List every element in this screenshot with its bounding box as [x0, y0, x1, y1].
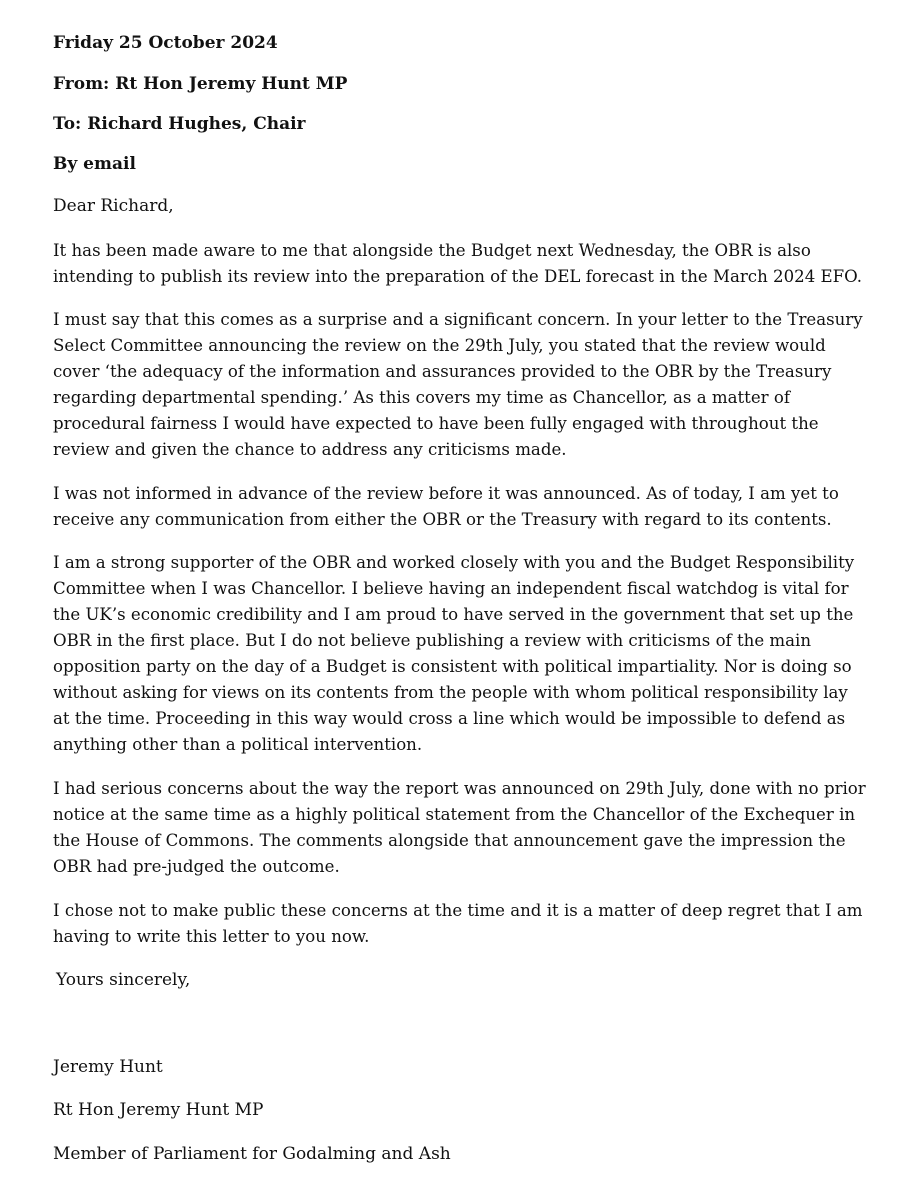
paragraph-line: the House of Commons. The comments alongside that announcement gave the impression the [53, 831, 846, 850]
letter-delivery-method: By email [53, 154, 136, 174]
paragraph-line: procedural fairness I would have expected to have been fully engaged with throughout the [53, 414, 819, 433]
paragraph-line: It has been made aware to me that alongside the Budget next Wednesday, the OBR is also [53, 241, 811, 260]
paragraph-line: at the time. Proceeding in this way would cross a line which would be impossible to defend as [53, 709, 846, 728]
signature-title: Rt Hon Jeremy Hunt MP [53, 1100, 264, 1120]
signature-name: Jeremy Hunt [53, 1057, 163, 1077]
paragraph-3 [53, 481, 873, 533]
paragraph-line: I was not informed in advance of the review before it was announced. As of today, I am yet to [53, 484, 839, 503]
paragraph-line: Committee when I was Chancellor. I believe having an independent fiscal watchdog is vital for [53, 579, 849, 598]
paragraph-line: OBR in the first place. But I do not believe publishing a review with criticisms of the main [53, 631, 812, 650]
paragraph-line: Select Committee announcing the review on the 29th July, you stated that the review would [53, 336, 826, 355]
paragraph-line: opposition party on the day of a Budget is consistent with political impartiality. Nor is doing so [53, 657, 852, 676]
paragraph-1 [53, 238, 873, 290]
paragraph-line: I must say that this comes as a surprise and a significant concern. In your letter to the Treasury [53, 310, 863, 329]
paragraph-4 [53, 550, 873, 758]
paragraph-2 [53, 307, 873, 463]
letter-from: From: Rt Hon Jeremy Hunt MP [53, 74, 348, 94]
signature-role: Member of Parliament for Godalming and Ash [53, 1144, 451, 1164]
paragraph-line: I chose not to make public these concerns at the time and it is a matter of deep regret that I am [53, 901, 863, 920]
paragraph-line: I am a strong supporter of the OBR and worked closely with you and the Budget Responsibility [53, 553, 855, 572]
closing-phrase: Yours sincerely, [56, 970, 191, 990]
paragraph-line: without asking for views on its contents from the people with whom political responsibility lay [53, 683, 848, 702]
paragraph-line: having to write this letter to you now. [53, 927, 370, 946]
paragraph-line: review and given the chance to address any criticisms made. [53, 440, 567, 459]
paragraph-line: OBR had pre-judged the outcome. [53, 857, 340, 876]
paragraph-5 [53, 776, 873, 880]
salutation: Dear Richard, [53, 196, 174, 216]
paragraph-line: the UK’s economic credibility and I am proud to have served in the government that set up the [53, 605, 854, 624]
paragraph-line: I had serious concerns about the way the report was announced on 29th July, done with no prior [53, 779, 866, 798]
paragraph-6 [53, 898, 873, 950]
paragraph-line: receive any communication from either the OBR or the Treasury with regard to its contents. [53, 510, 832, 529]
paragraph-line: cover ‘the adequacy of the information and assurances provided to the OBR by the Treasury [53, 362, 832, 381]
paragraph-line: intending to publish its review into the preparation of the DEL forecast in the March 2024 EFO. [53, 267, 863, 286]
paragraph-line: anything other than a political intervention. [53, 735, 423, 754]
paragraph-line: regarding departmental spending.’ As this covers my time as Chancellor, as a matter of [53, 388, 790, 407]
letter-to: To: Richard Hughes, Chair [53, 114, 306, 134]
paragraph-line: notice at the same time as a highly political statement from the Chancellor of the Exchequer in [53, 805, 856, 824]
letter-date: Friday 25 October 2024 [53, 33, 278, 53]
